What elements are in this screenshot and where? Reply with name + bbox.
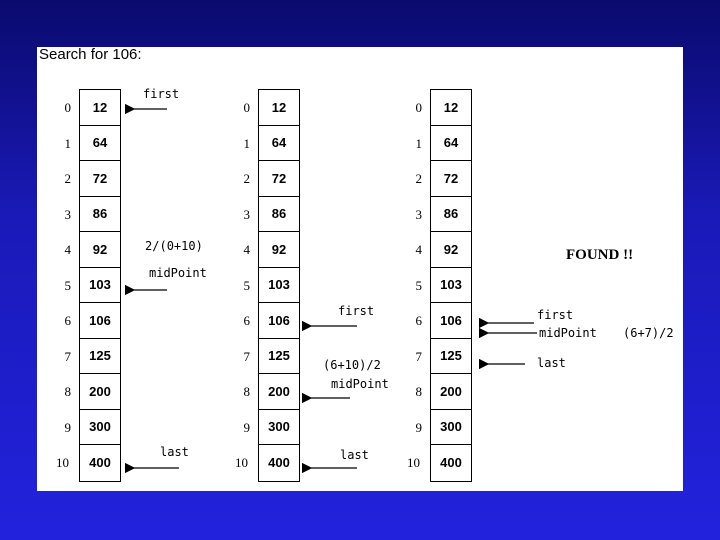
index-label: 2: [415, 171, 422, 186]
index-label: 0: [243, 100, 250, 115]
index-label: 8: [243, 384, 250, 399]
index-label: 3: [243, 206, 250, 222]
index-label: 2: [64, 171, 71, 186]
step2-first-label: first: [338, 304, 375, 318]
array-cell: 106: [80, 303, 120, 339]
array-cell: 300: [259, 410, 299, 446]
step3-first-label: first: [537, 308, 574, 322]
step3-midpoint-label: midPoint: [539, 326, 597, 340]
diagram-title: Search for 106:: [39, 46, 142, 63]
index-label: 0: [64, 100, 71, 115]
index-label: 6: [64, 313, 71, 328]
index-label: 0: [415, 100, 422, 115]
index-label: 10: [407, 455, 420, 470]
index-label: 1: [415, 135, 422, 151]
index-label: 5: [64, 277, 71, 293]
step1-last-label: last: [160, 445, 189, 459]
array-cell: 64: [431, 126, 471, 162]
index-label: 10: [56, 455, 69, 470]
index-label: 2: [243, 171, 250, 186]
step3-calc-label: (6+7)/2: [623, 326, 674, 340]
array-cell: 12: [80, 90, 120, 126]
array-cell: 125: [80, 339, 120, 375]
index-label: 1: [64, 135, 71, 151]
array-cell: 300: [80, 410, 120, 446]
array-cell: 200: [259, 374, 299, 410]
step2-last-label: last: [340, 448, 369, 462]
array-cell: 92: [259, 232, 299, 268]
array-cell: 72: [80, 161, 120, 197]
array-cell: 125: [431, 339, 471, 375]
array-cell: 72: [259, 161, 299, 197]
array-cell: 400: [440, 455, 462, 471]
index-label: 7: [243, 348, 250, 364]
step1-calc-label: (0+10)/2: [145, 239, 203, 253]
step2-calc-label: (6+10)/2: [323, 358, 381, 372]
array-cell: 106: [431, 303, 471, 339]
index-label: 1: [243, 135, 250, 151]
index-label: 7: [64, 348, 71, 364]
index-label: 7: [415, 348, 422, 364]
diagram-panel: [37, 47, 683, 491]
array-cell: 86: [80, 197, 120, 233]
index-label: 9: [64, 419, 71, 435]
index-label: 8: [64, 384, 71, 399]
index-label: 9: [243, 419, 250, 435]
array-cell: 92: [80, 232, 120, 268]
index-label: 9: [415, 419, 422, 435]
array-cell: 400: [268, 455, 290, 471]
array-cell: 12: [431, 90, 471, 126]
array-cell: 400: [89, 455, 111, 471]
index-label: 4: [243, 242, 250, 257]
array-cell: 103: [431, 268, 471, 304]
array-cell: 103: [80, 268, 120, 304]
pointer-arrows: [37, 47, 683, 491]
step3-last-label: last: [537, 356, 566, 370]
index-label: 5: [415, 277, 422, 293]
array-cell: 64: [259, 126, 299, 162]
array-cell: 300: [431, 410, 471, 446]
index-label: 6: [243, 313, 250, 328]
step1-midpoint-label: midPoint: [149, 266, 207, 280]
array-cell: 64: [80, 126, 120, 162]
index-label: 5: [243, 277, 250, 293]
array-cell: 86: [431, 197, 471, 233]
found-message: FOUND !!: [566, 247, 634, 263]
array-cell: 103: [259, 268, 299, 304]
index-label: 8: [415, 384, 422, 399]
array-cell: 86: [259, 197, 299, 233]
index-label: 3: [64, 206, 71, 222]
array-cell: 106: [259, 303, 299, 339]
index-label: 3: [415, 206, 422, 222]
array-cell: 72: [431, 161, 471, 197]
array-cell: 200: [431, 374, 471, 410]
index-label: 4: [64, 242, 71, 257]
index-label: 4: [415, 242, 422, 257]
array-cell: 92: [431, 232, 471, 268]
step2-midpoint-label: midPoint: [331, 377, 389, 391]
index-label: 10: [235, 455, 248, 470]
array-cell: 200: [80, 374, 120, 410]
index-label: 6: [415, 313, 422, 328]
array-cell: 125: [259, 339, 299, 375]
step1-first-label: first: [143, 87, 180, 101]
array-cell: 12: [259, 90, 299, 126]
